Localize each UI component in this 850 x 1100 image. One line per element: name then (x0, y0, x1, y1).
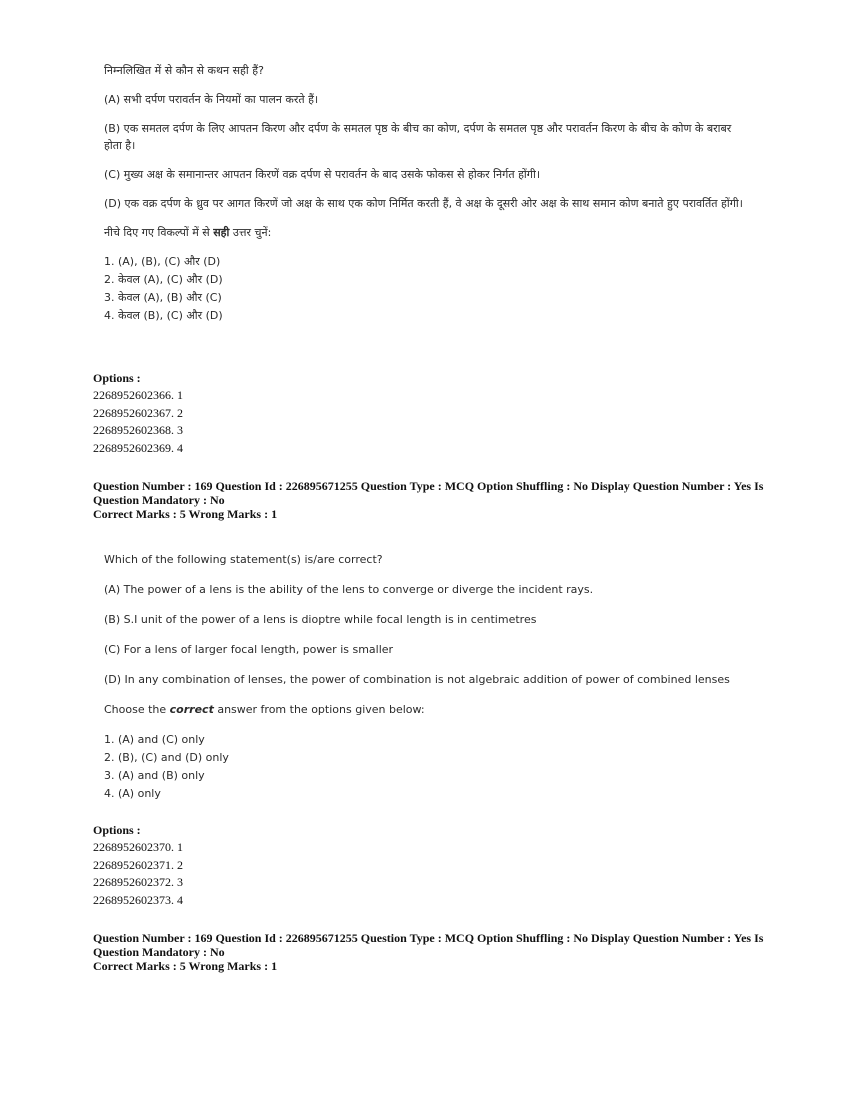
choose-emphasis: correct (169, 703, 214, 716)
question-meta-2 (93, 931, 783, 973)
choice-item-4: 4. केवल (B), (C) और (D) (104, 309, 223, 322)
question-prompt: Which of the following statement(s) is/are correct? (104, 553, 383, 566)
choice-item-2: 2. केवल (A), (C) और (D) (104, 273, 223, 286)
options-title: Options : (93, 823, 141, 837)
choose-prefix: नीचे दिए गए विकल्पों में से (104, 226, 214, 239)
choice-item-3: 3. केवल (A), (B) और (C) (104, 291, 222, 304)
choice-list (104, 731, 764, 803)
choice-list (104, 253, 744, 325)
option-row-3: 2268952602368. 3 (93, 423, 183, 437)
question-meta-1 (93, 479, 783, 521)
option-row-3: 2268952602372. 3 (93, 875, 183, 889)
choose-emphasis: सही (213, 226, 230, 239)
marks-line: Correct Marks : 5 Wrong Marks : 1 (93, 507, 278, 521)
statement-b: (B) S.I unit of the power of a lens is dioptre while focal length is in centimetres (104, 613, 537, 626)
choose-prefix: Choose the (104, 703, 170, 716)
statement-a: (A) सभी दर्पण परावर्तन के नियमों का पालन करते हैं। (104, 93, 319, 106)
choice-item-3: 3. (A) and (B) only (104, 769, 205, 782)
option-row-2: 2268952602371. 2 (93, 857, 183, 872)
choose-instruction (104, 701, 764, 718)
options-list-2 (93, 822, 183, 909)
options-list-1 (93, 370, 183, 457)
choose-suffix: answer from the options given below: (213, 703, 425, 716)
option-row-4: 2268952602373. 4 (93, 892, 183, 907)
statement-c: (C) मुख्य अक्ष के समानान्तर आपतन किरणें वक्र दर्पण से परावर्तन के बाद उसके फोकस से होकर निर्गत होंगी। (104, 168, 540, 181)
statement-d: (D) In any combination of lenses, the power of combination is not algebraic addition of power of combined lenses (104, 673, 730, 686)
option-row-4: 2268952602369. 4 (93, 440, 183, 455)
option-row-1: 2268952602366. 1 (93, 388, 183, 402)
question-meta-line: Question Number : 169 Question Id : 226895671255 Question Type : MCQ Option Shuffling : No Display Question Number : Yes Is Question Mandatory : No (93, 479, 764, 507)
choice-item-1: 1. (A) and (C) only (104, 733, 205, 746)
choice-item-2: 2. (B), (C) and (D) only (104, 751, 229, 764)
marks-line: Correct Marks : 5 Wrong Marks : 1 (93, 959, 278, 973)
choice-item-4: 4. (A) only (104, 787, 161, 800)
statement-d: (D) एक वक्र दर्पण के ध्रुव पर आगत किरणें जो अक्ष के साथ एक कोण निर्मित करती हैं, वे अक्ष के दूसरी ओर अक्ष के साथ समान कोण बनाते हुए परावर्तित होंगी। (104, 197, 743, 210)
question-meta-line: Question Number : 169 Question Id : 226895671255 Question Type : MCQ Option Shuffling : No Display Question Number : Yes Is Question Mandatory : No (93, 931, 764, 959)
choose-suffix: उत्तर चुनें: (229, 226, 272, 239)
choice-item-1: 1. (A), (B), (C) और (D) (104, 255, 221, 268)
choose-instruction (104, 224, 744, 241)
question-prompt: निम्नलिखित में से कौन से कथन सही हैं? (104, 64, 264, 77)
option-row-2: 2268952602367. 2 (93, 405, 183, 420)
hindi-question (104, 62, 744, 325)
statement-b: (B) एक समतल दर्पण के लिए आपतन किरण और दर्पण के समतल पृष्ठ के बीच का कोण, दर्पण के समतल पृष्ठ और परावर्तन किरण के बीच के कोण के बराबर होता है। (104, 122, 732, 152)
statement-a: (A) The power of a lens is the ability of the lens to converge or diverge the incident rays. (104, 583, 594, 596)
statement-c: (C) For a lens of larger focal length, power is smaller (104, 643, 394, 656)
option-row-1: 2268952602370. 1 (93, 840, 183, 854)
english-question (104, 551, 764, 803)
options-title: Options : (93, 371, 141, 385)
